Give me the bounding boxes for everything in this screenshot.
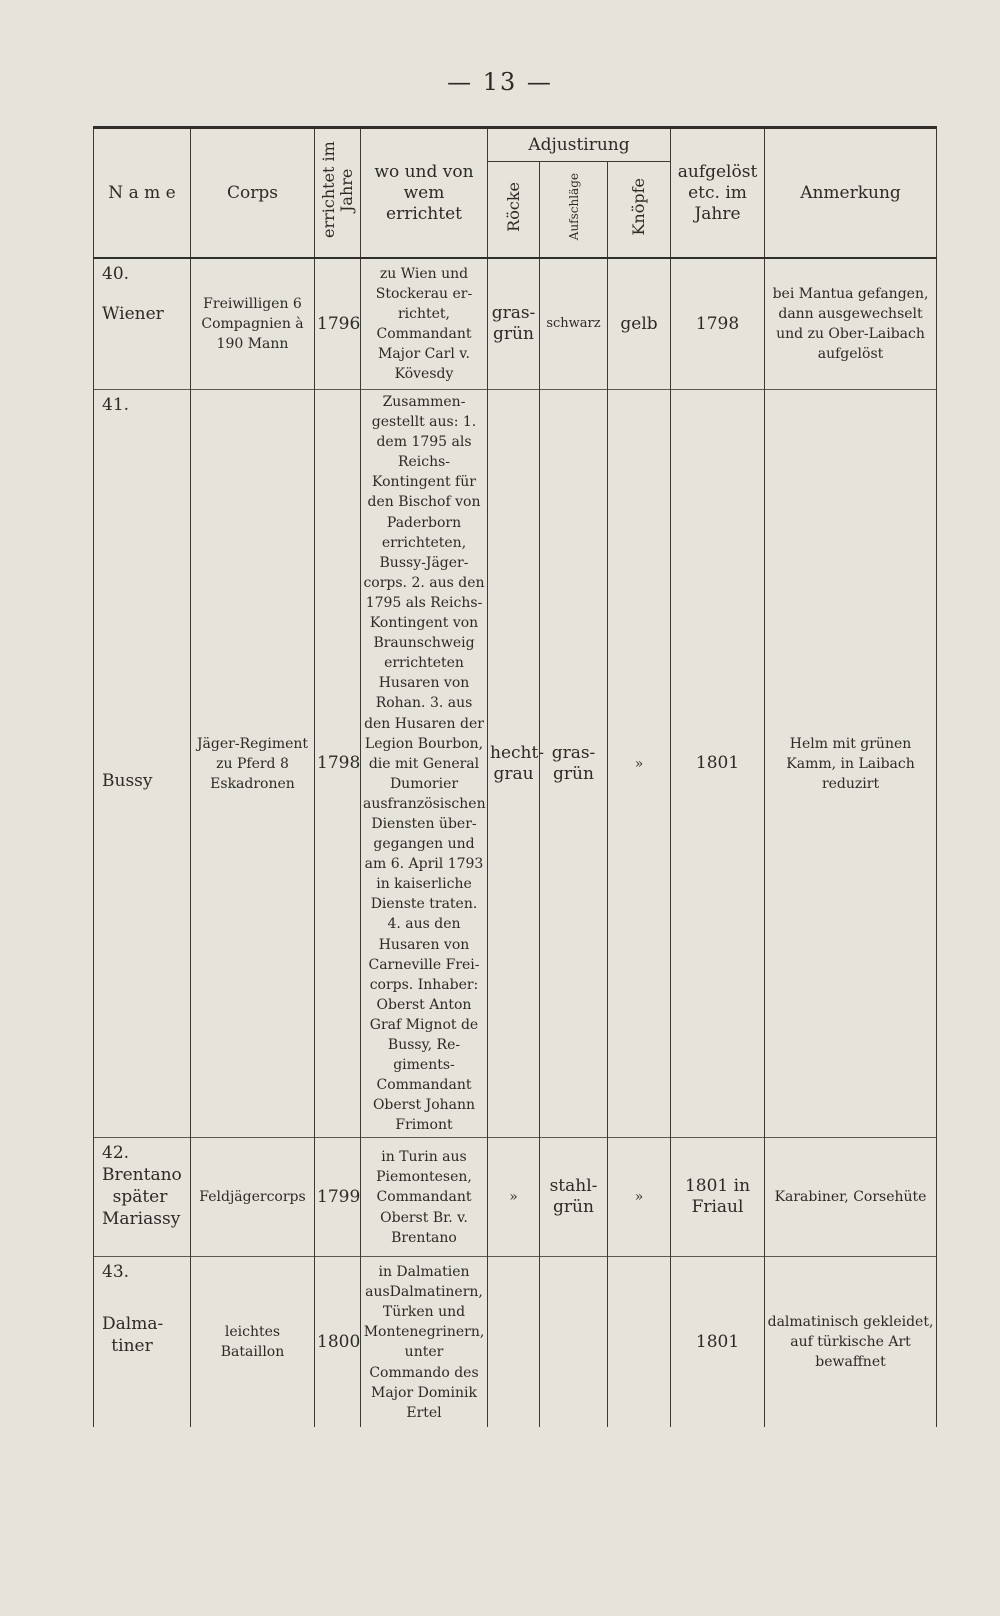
header-aufschlaege-text: Aufschläge: [566, 172, 581, 241]
roecke-cell: [488, 1257, 540, 1428]
header-year-text: errichtet im Jahre: [318, 141, 356, 239]
aufschlaege-cell: schwarz: [540, 258, 608, 390]
regiment-table: [93, 126, 937, 1427]
aufschlaege-cell: [540, 1257, 608, 1428]
table-row: [94, 390, 937, 1138]
row-name: Bussy: [102, 771, 153, 791]
row-number: 41.: [102, 395, 130, 415]
name-cell: [94, 1257, 191, 1428]
knoepfe-cell: gelb: [608, 258, 671, 390]
table-row: [94, 1138, 937, 1257]
roecke-cell: »: [488, 1138, 540, 1257]
remark-cell: dalmatinisch gekleidet, auf türkische Art bewaffnet: [765, 1257, 937, 1428]
row-name: Dalma-tiner: [102, 1314, 164, 1357]
corps-cell: Feldjägercorps: [191, 1138, 315, 1257]
table-row: [94, 258, 937, 390]
roecke-cell: gras-grün: [488, 258, 540, 390]
header-name: N a m e: [94, 128, 191, 259]
header-where: wo und von wem errichtet: [361, 128, 488, 259]
header-roecke-text: Röcke: [503, 181, 523, 232]
name-cell: [94, 258, 191, 390]
year-cell: 1799: [315, 1138, 361, 1257]
page-number: — 13 —: [447, 68, 553, 96]
where-cell: zu Wien und Stockerau er-richtet, Commandant Major Carl v. Kövesdy: [361, 258, 488, 390]
knoepfe-cell: [608, 1257, 671, 1428]
dissolved-cell: 1801: [671, 390, 765, 1138]
year-cell: 1798: [315, 390, 361, 1138]
header-year: [315, 128, 361, 259]
year-cell: 1796: [315, 258, 361, 390]
remark-cell: bei Mantua gefangen, dann ausgewechselt und zu Ober-Laibach aufgelöst: [765, 258, 937, 390]
knoepfe-cell: »: [608, 1138, 671, 1257]
row-number: 40.: [102, 264, 130, 284]
row-name: Brentano später Mariassy: [102, 1165, 182, 1230]
name-cell: [94, 390, 191, 1138]
corps-cell: Freiwilligen 6 Compagnien à 190 Mann: [191, 258, 315, 390]
table-row: [94, 1257, 937, 1428]
header-dissolved: aufgelöst etc. im Jahre: [671, 128, 765, 259]
where-cell: in Dalmatien ausDalmatinern, Türken und Montenegrinern, unter Commando des Major Dominik Ertel: [361, 1257, 488, 1428]
roecke-cell: hecht-grau: [488, 390, 540, 1138]
dissolved-cell: 1801 in Friaul: [671, 1138, 765, 1257]
row-name: Wiener: [102, 304, 164, 324]
header-adjustirung: Adjustirung: [488, 128, 671, 162]
header-knoepfe-text: Knöpfe: [629, 177, 648, 236]
where-cell: in Turin aus Piemontesen, Commandant Oberst Br. v. Brentano: [361, 1138, 488, 1257]
aufschlaege-cell: gras-grün: [540, 390, 608, 1138]
name-cell: [94, 1138, 191, 1257]
header-corps: Corps: [191, 128, 315, 259]
header-knoepfe: [608, 161, 671, 258]
dissolved-cell: 1801: [671, 1257, 765, 1428]
row-number: 43.: [102, 1262, 130, 1283]
aufschlaege-cell: stahl-grün: [540, 1138, 608, 1257]
remark-cell: Karabiner, Corsehüte: [765, 1138, 937, 1257]
knoepfe-cell: »: [608, 390, 671, 1138]
header-aufschlaege: [540, 161, 608, 258]
header-roecke: [488, 161, 540, 258]
row-number: 42.: [102, 1143, 130, 1164]
dissolved-cell: 1798: [671, 258, 765, 390]
header-remark: Anmerkung: [765, 128, 937, 259]
corps-cell: Jäger-Regiment zu Pferd 8 Eskadronen: [191, 390, 315, 1138]
corps-cell: leichtes Bataillon: [191, 1257, 315, 1428]
year-cell: 1800: [315, 1257, 361, 1428]
where-cell: Zusammen-gestellt aus: 1. dem 1795 als Reichs-Kontingent für den Bischof von Paderborn errichteten, Bussy-Jäger-corps. 2. aus den 1795 als Reichs-Kontingent von Braunschweig errichteten Husaren von Rohan. 3. aus den Husaren der Legion Bourbon, die mit General Dumorier ausfranzösischen Diensten über-gegangen und am 6. April 1793 in kaiserliche Dienste traten. 4. aus den Husaren von Carneville Frei-corps. Inhaber: Oberst Anton Graf Mignot de Bussy, Re-giments-Commandant Oberst Johann Frimont: [361, 390, 488, 1138]
remark-cell: Helm mit grünen Kamm, in Laibach reduzirt: [765, 390, 937, 1138]
